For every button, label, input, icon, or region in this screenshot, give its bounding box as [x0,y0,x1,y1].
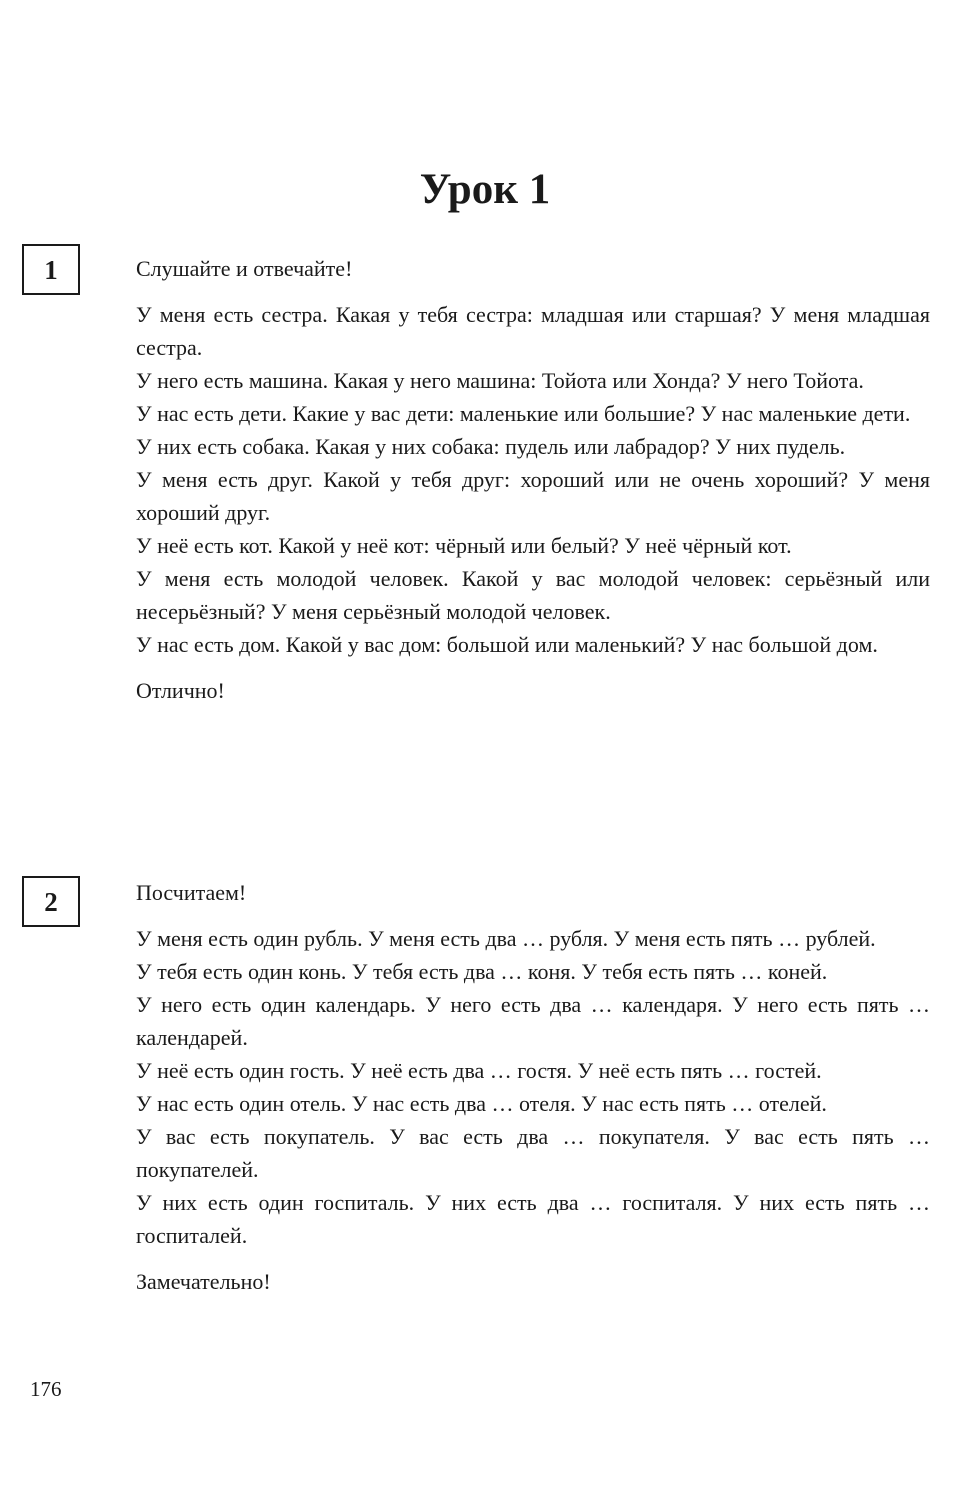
exercise-line: У него есть машина. Какая у него машина: Тойота или Хонда? У него Тойота. [136,368,864,393]
exercise-line: У тебя есть один конь. У тебя есть два … коня. У тебя есть пять … коней. [136,959,828,984]
exercise-2 [136,876,930,1298]
exercise-line: У нас есть дом. Какой у вас дом: большой или маленький? У нас большой дом. [136,632,878,657]
exercise-line: У нас есть один отель. У нас есть два … отеля. У нас есть пять … отелей. [136,1091,827,1116]
exercise-line: У него есть один календарь. У него есть два … календаря. У него есть пять … календарей. [136,992,930,1050]
exercise-line: У меня есть один рубль. У меня есть два … рубля. У меня есть пять … рублей. [136,926,876,951]
exercise-line: У вас есть покупатель. У вас есть два … покупателя. У вас есть пять … покупателей. [136,1124,930,1182]
exercise-1 [136,252,930,707]
exercise-line: У нас есть дети. Какие у вас дети: маленькие или большие? У нас маленькие дети. [136,401,911,426]
exercise-line: У неё есть один гость. У неё есть два … гостя. У неё есть пять … гостей. [136,1058,822,1083]
exercise-instruction: Посчитаем! [136,880,247,905]
page-number: 176 [30,1377,62,1401]
exercise-line: У меня есть молодой человек. Какой у вас молодой человек: серьёзный или несерьёзный? У меня серьёзный молодой человек. [136,566,930,624]
exercise-line: У меня есть друг. Какой у тебя друг: хороший или не очень хороший? У меня хороший друг. [136,467,930,525]
exercise-closing: Замечательно! [136,1269,271,1294]
exercise-number-box: 1 [22,244,80,295]
exercise-line: У неё есть кот. Какой у неё кот: чёрный или белый? У неё чёрный кот. [136,533,792,558]
page-title: Урок 1 [419,166,551,213]
exercise-instruction: Слушайте и отвечайте! [136,256,353,281]
exercise-line: У них есть собака. Какая у них собака: пудель или лабрадор? У них пудель. [136,434,846,459]
exercise-number-box: 2 [22,876,80,927]
exercise-line: У меня есть сестра. Какая у тебя сестра: младшая или старшая? У меня младшая сестра. [136,302,930,360]
exercise-closing: Отлично! [136,678,225,703]
exercise-line: У них есть один госпиталь. У них есть два … госпиталя. У них есть пять … госпиталей. [136,1190,930,1248]
